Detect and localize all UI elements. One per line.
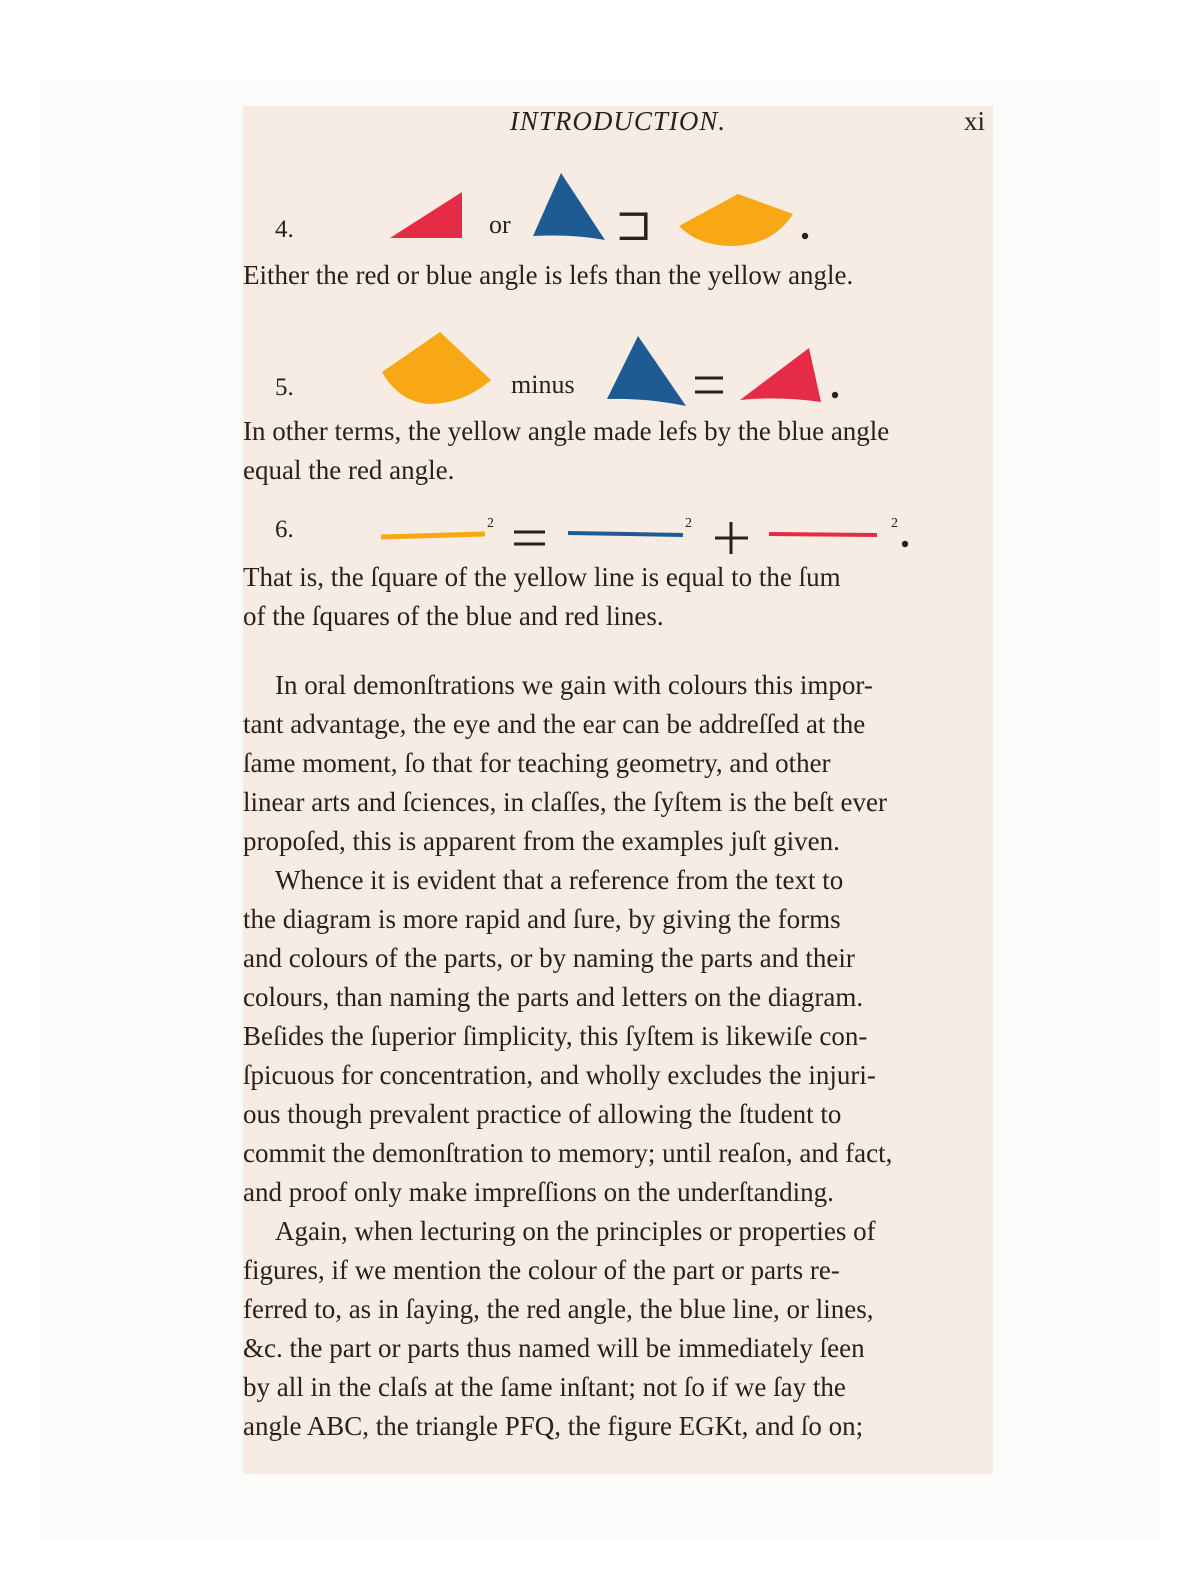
body-line: by all in the claſs at the ſame inſtant; not ſo if we ſay the <box>243 1372 846 1402</box>
end-mark <box>832 392 838 398</box>
exponent-label: 2 <box>487 516 494 531</box>
body-line: ous though prevalent practice of allowing the ſtudent to <box>243 1099 842 1129</box>
body-line: Beſides the ſuperior ſimplicity, this ſyſtem is likewiſe con- <box>243 1021 868 1051</box>
body-line: colours, than naming the parts and letters on the diagram. <box>243 982 864 1012</box>
body-text <box>243 666 993 1446</box>
body-line: linear arts and ſciences, in claſſes, the ſyſtem is the beſt ever <box>243 787 888 817</box>
body-line: ferred to, as in ſaying, the red angle, the blue line, or lines, <box>243 1294 874 1324</box>
equation-5-figures <box>243 324 993 414</box>
body-line: tant advantage, the eye and the ear can be addreſſed at the <box>243 709 866 739</box>
caption-6 <box>243 558 993 636</box>
exponent-label: 2 <box>685 516 692 531</box>
equation-4 <box>243 168 993 258</box>
equation-number: 5. <box>275 374 294 401</box>
body-line: and proof only make impreſſions on the underſtanding. <box>243 1177 834 1207</box>
blue-line-icon <box>568 533 683 535</box>
body-line: In oral demonſtrations we gain with colours this impor- <box>275 670 873 700</box>
body-line: propoſed, this is apparent from the examples juſt given. <box>243 826 840 856</box>
body-line: Whence it is evident that a reference from the text to <box>275 865 844 895</box>
red-angle-icon <box>740 348 821 402</box>
yellow-angle-icon <box>382 332 491 404</box>
caption-line: equal the red angle. <box>243 455 455 485</box>
greater-than-symbol: ⊐ <box>615 201 653 250</box>
caption-4 <box>243 256 993 295</box>
body-line: angle ABC, the triangle PFQ, the figure EGKt, and ſo on; <box>243 1411 864 1441</box>
body-line: the diagram is more rapid and ſure, by giving the forms <box>243 904 841 934</box>
minus-label: minus <box>511 370 575 399</box>
running-head: INTRODUCTION. <box>509 106 727 136</box>
page-number: xi <box>963 106 985 136</box>
yellow-line-icon <box>381 534 485 537</box>
body-line: Again, when lecturing on the principles or properties of <box>275 1216 876 1246</box>
equation-6-figures <box>243 504 993 564</box>
plus-symbol <box>715 522 748 554</box>
body-line: and colours of the parts, or by naming the parts and their <box>243 943 855 973</box>
body-line: ſpicuous for concentration, and wholly excludes the injuri- <box>243 1060 876 1090</box>
body-line: figures, if we mention the colour of the part or parts re- <box>243 1255 840 1285</box>
body-line: &c. the part or parts thus named will be immediately ſeen <box>243 1333 865 1363</box>
blue-angle-icon <box>533 173 605 240</box>
caption-line: Either the red or blue angle is lefs than the yellow angle. <box>243 260 854 290</box>
blue-angle-icon <box>607 336 686 406</box>
end-mark <box>802 233 808 239</box>
end-mark <box>902 541 908 547</box>
caption-line: That is, the ſquare of the yellow line is equal to the ſum <box>243 562 841 592</box>
equals-symbol <box>514 532 545 544</box>
page-header <box>243 106 993 146</box>
body-line: commit the demonſtration to memory; until reaſon, and fact, <box>243 1138 893 1168</box>
book-page <box>243 106 993 1474</box>
equation-number: 4. <box>275 216 294 243</box>
body-line: ſame moment, ſo that for teaching geometry, and other <box>243 748 831 778</box>
equals-symbol <box>695 378 723 392</box>
equation-number: 6. <box>275 516 294 543</box>
or-label: or <box>489 210 511 239</box>
caption-5 <box>243 412 993 490</box>
red-line-icon <box>769 534 877 535</box>
yellow-angle-icon <box>679 194 793 246</box>
caption-line: of the ſquares of the blue and red lines. <box>243 601 664 631</box>
caption-line: In other terms, the yellow angle made lefs by the blue angle <box>243 416 890 446</box>
equation-5 <box>243 324 993 414</box>
exponent-label: 2 <box>891 516 898 531</box>
red-angle-icon <box>390 192 462 238</box>
